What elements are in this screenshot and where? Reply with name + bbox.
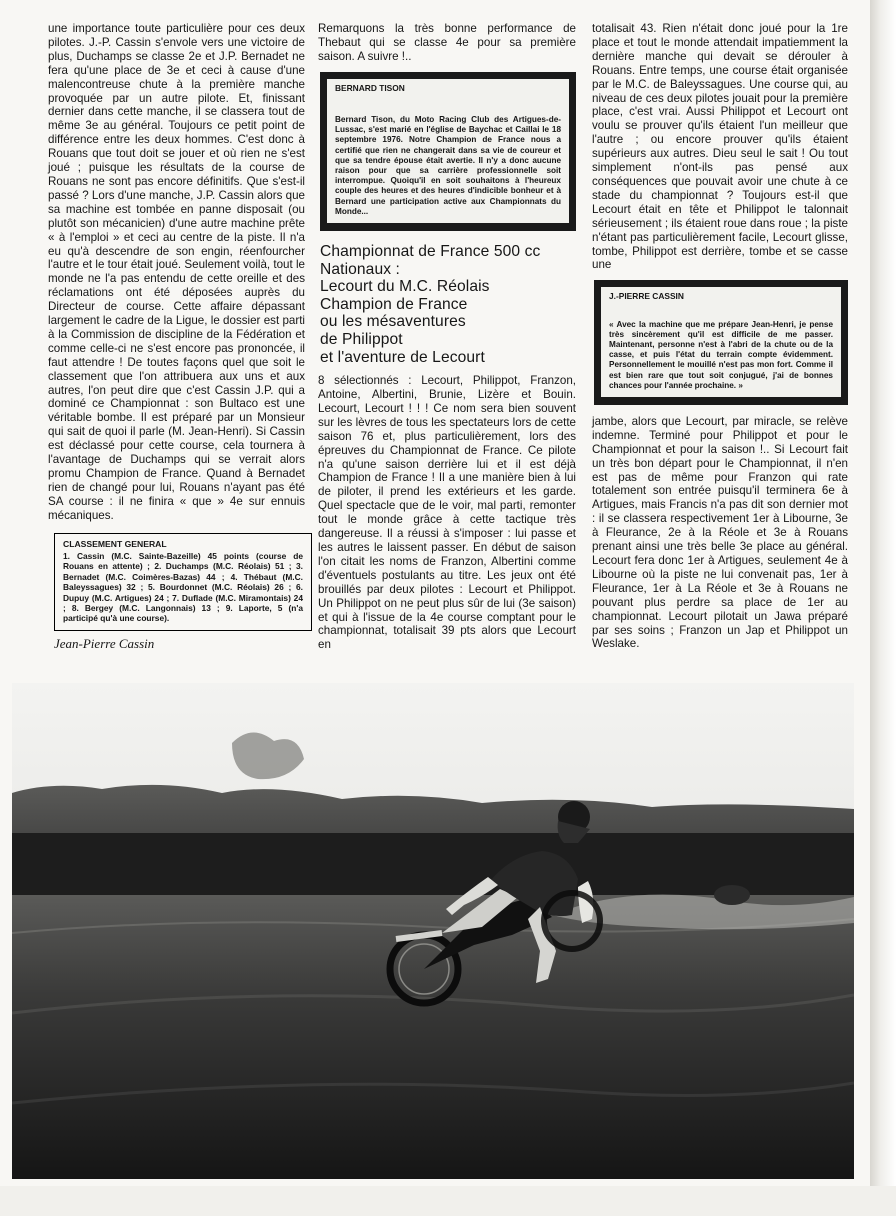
article-column-middle — [318, 22, 576, 652]
article-text-col2: 8 sélectionnés : Lecourt, Philippot, Franzon, Antoine, Albertini, Brunie, Lizère et Bouin. Lecourt, Lecourt ! ! ! Ce nom sera bien souvent sur les lèvres de tous les spectateurs lors de cette saison 76 et, plus particulièrement, lors des épreuves du Championnat de France. Ce pilote n'a qu'une saison derrière lui et il est déjà Champion de France ! Il a une manière bien à lui de piloter, il prend les extérieurs et les garde. Quel spectacle que de le voir, mal parti, remonter tout le monde grâce à cette tactique très dangereuse. Il a réussi à s'imposer : lui passe et les autres le laissent passer. En début de saison l'on citait les noms de Franzon, Albertini comme d'éventuels postulants au titre. Les jeux ont été brouillés par deux pilotes : Lecourt et Philippot. Un Philippot on ne peut plus sûr de lui (3e saison) et qui à l'issue de la 4e course comptant pour le championnat, totalisait 39 pts alors que Lecourt en — [318, 374, 576, 652]
tison-box-title: BERNARD TISON — [335, 82, 405, 93]
motocross-photo-graphic — [12, 683, 854, 1179]
classement-general-box — [54, 533, 312, 631]
headline-line: Lecourt du M.C. Réolais — [320, 278, 490, 296]
article-column-left — [48, 22, 305, 651]
headline-line: et l'aventure de Lecourt — [320, 348, 485, 366]
motocross-photo — [12, 683, 854, 1179]
cassin-quote-box — [594, 280, 848, 405]
classement-title: CLASSEMENT GENERAL — [63, 538, 167, 549]
article-headline — [320, 243, 576, 366]
headline-line: Nationaux : — [320, 260, 400, 278]
cassin-box-title: J.-PIERRE CASSIN — [609, 291, 684, 302]
photo-caption: Jean-Pierre Cassin — [54, 635, 155, 651]
tison-box-body: Bernard Tison, du Moto Racing Club des Artigues-de-Lussac, s'est marié en l'église de Baychac et Caillai le 18 septembre 1976. Notre Champion de France nous a certifié que rien ne changerait dans sa vie de coureur et que sa tendre épouse était avertie. Il n'y a donc aucune raison pour que sa carrière professionnelle soit interrompue. Quoiqu'il en soit souhaitons à l'heureux couple des heures et des heures d'indicible bonheur et à Bernard une participation active aux Championnats du Monde... — [335, 114, 561, 216]
page-edge-right — [870, 0, 896, 1216]
article-text-col3a: totalisait 43. Rien n'était donc joué pour la 1re place et tout le monde attendait impatiemment la dernière manche qui devait se dérouler à Rouans. Entre temps, une course était organisée par le M.C. de Baleyssagues. Une course qui, au niveau de ces deux pilotes jouait pour la première place, c'est vrai. Aussi Philippot et Lecourt ont voulu se prouver qu'ils étaient l'un meilleur que l'autre ; ou encore prouver qu'ils étaient supérieurs aux autres. Dieu seul le sait ! Ou tout simplement n'ont-ils pas pensé aux conséquences que pouvait avoir une chute à ce stade du championnat ? Toujours est-il que Lecourt était en tête et Philippot le talonnait sérieusement ; ils étaient roue dans roue ; la piste n'étant pas particulièrement facile, Lecourt glisse, tombe, Philippot est derrière, tombe et se casse une — [592, 22, 848, 272]
headline-line: Champion de France — [320, 295, 468, 313]
headline-line: de Philippot — [320, 330, 403, 348]
article-text-col1: une importance toute particulière pour ces deux pilotes. J.-P. Cassin s'envole vers une victoire de plus, Duchamps se classe 2e et J.P. Bernadet ne fera qu'une place de 3e et ceci à cause d'une malencontreuse chute à la première manche provoquée par un autre pilote. Et, finissant dernier dans cette manche, il se classera tout de même 3e au général. Toujours ce petit point de différence entre les deux hommes. C'est donc à Rouans que tout doit se jouer et où rien ne s'est joué ; puisque les résultats de la course de Rouans ne sont pas encore définitifs. Que s'est-il passé ? Lors d'une manche, J.P. Cassin alors que sa machine est tombée en panne disposait (ou plutôt son mécanicien) d'une autre machine prête « à l'emploi » et ceci au centre de la piste. Il n'a eu qu'à descendre de son engin, réenfourcher l'autre et le tour était joué. Seulement voilà, tout le monde ne l'a pas entendu de cette oreille et des réclamations ont été déposées auprès du Directeur de course. Cette affaire dépassant largement le cadre de la Ligue, le dossier est parti à la Commission de discipline de la Fédération et comme celle-ci ne s'est encore pas prononcée, il faut attendre ! De toutes façons quel que soit le classement que l'on attribuera aux uns et aux autres, l'on peut dire que c'est Cassin J.P. qui a dominé ce Championnat : son Bultaco est une véritable bombe. Il est préparé par un Monsieur qui sait de quoi il parle (M. Jean-Henri). Si Cassin est déclassé pour cette course, cela tournera à l'avantage de Duchamps qui se verrait alors promu Champion de France. Quand à Bernadet rien de changé pour lui, Rouans n'ayant pas été SA course : il ne finira « que » 4e sur ennuis mécaniques. — [48, 22, 305, 522]
article-text-col3b: jambe, alors que Lecourt, par miracle, se relève indemne. Terminé pour Philippot et pour le Championnat et pour la saison !.. Si Lecourt fait un très bon départ pour le Championnat, il n'en est pas de même pour Franzon qui rate totalement son entrée puisqu'il terminera 6e à Artigues, mais Francis n'a pas dit son dernier mot : il se classera respectivement 1er à Libourne, 3e à Fleurance, 2e à la Réole et 3e à Rouans prenant ainsi une très belle 3e place au général. Lecourt fera donc 1er à Artigues, seulement 4e à Libourne où la piste ne lui convenait pas, 1er à Fleurance, 1er à La Réole et 3e à Rouans ne pouvant plus perdre sa place de 1er au championnat. Lecourt pilotait un Jawa préparé par ses soins ; Franzon un Jap et Philippot un Weslake. — [592, 414, 848, 651]
bernard-tison-box — [320, 72, 576, 231]
page-edge-bottom — [0, 1186, 896, 1216]
article-column-right — [592, 22, 848, 651]
headline-line: Championnat de France 500 cc — [320, 242, 541, 260]
article-intro-col2: Remarquons la très bonne performance de Thebaut qui se classe 4e pour sa première saison. A suivre !.. — [318, 22, 576, 63]
headline-line: ou les mésaventures — [320, 313, 466, 331]
cassin-box-body: « Avec la machine que me prépare Jean-Henri, je pense très sincèrement qu'il est difficile de me passer. Maintenant, personne n'est à l'abri de la chute ou de la casse, et puis l'état du terrain compte évidemment. Personnellement le mouillé n'est pas mon fort. Comme il est bien rare que tout soit conjugué, j'ai de bonnes chances pour l'année prochaine. » — [609, 319, 833, 390]
classement-body: 1. Cassin (M.C. Sainte-Bazeille) 45 points (course de Rouans en attente) ; 2. Duchamps (M.C. Réolais) 51 ; 3. Bernadet (M.C. Coimères-Bazas) 44 ; 4. Thébaut (M.C. Baleyssagues) 32 ; 5. Bourdonnet (M.C. Réolais) 26 ; 6. Dupuy (M.C. Artigues) 24 ; 7. Duflade (M.C. Miramontais) 24 ; 8. Bergey (M.C. Langonnais) 13 ; 9. Laporte, 5 (n'a participé qu'à une course). — [63, 551, 303, 624]
